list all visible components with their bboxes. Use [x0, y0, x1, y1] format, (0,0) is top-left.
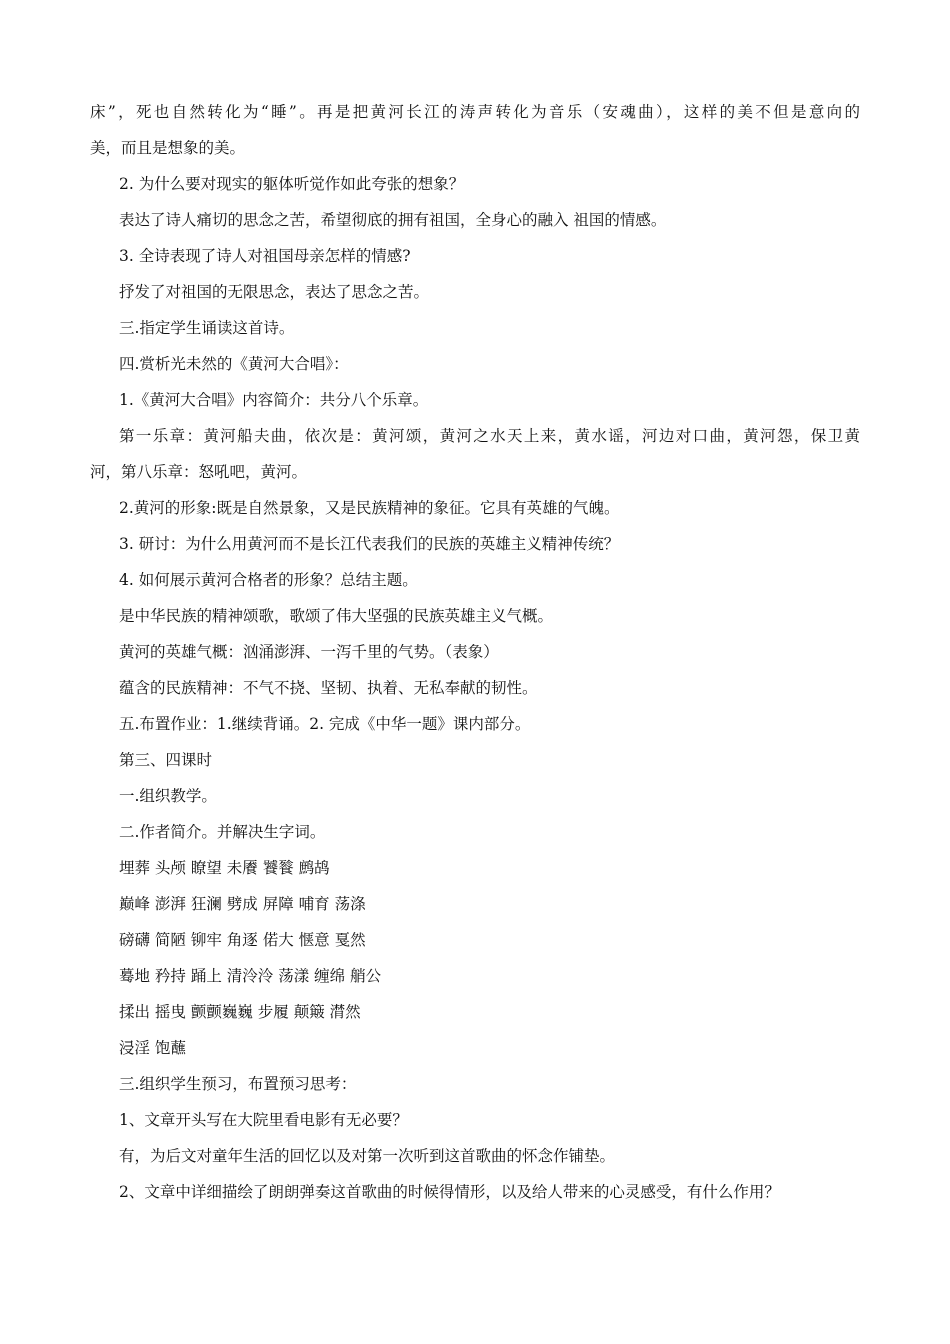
section-3-heading: 三.指定学生诵读这首诗。 — [119, 319, 295, 337]
vocab-line: 蓦地 矜持 踊上 清泠泠 荡漾 缠绵 艄公 — [119, 967, 382, 985]
step-2-heading: 二.作者简介。并解决生字词。 — [119, 823, 326, 841]
item-4: 4. 如何展示黄河合格者的形象？总结主题。 — [119, 571, 418, 589]
vocab-line: 揉出 摇曳 颤颤巍巍 步履 颠簸 潸然 — [119, 1003, 361, 1021]
item-2: 2.黄河的形象:既是自然景象，又是民族精神的象征。它具有英雄的气魄。 — [119, 499, 620, 517]
section-4-heading: 四.赏析光未然的《黄河大合唱》： — [119, 355, 349, 373]
step-1-heading: 一.组织教学。 — [119, 787, 217, 805]
step-3-heading: 三.组织学生预习，布置预习思考： — [119, 1075, 357, 1093]
preview-question-1: 1、文章开头写在大院里看电影有无必要？ — [119, 1111, 408, 1129]
question-3: 3. 全诗表现了诗人对祖国母亲怎样的情感? — [119, 247, 411, 265]
section-5-heading: 五.布置作业：1.继续背诵。2. 完成《中华一题》课内部分。 — [119, 715, 531, 733]
text-line: 是中华民族的精神颂歌，歌颂了伟大坚强的民族英雄主义气概。 — [119, 607, 554, 625]
text-line: 床”，死也自然转化为“睡”。再是把黄河长江的涛声转化为音乐（安魂曲），这样的美不但是意向的 — [90, 103, 860, 121]
item-3: 3. 研讨：为什么用黄河而不是长江代表我们的民族的英雄主义精神传统？ — [119, 535, 620, 553]
text-line: 河，第八乐章：怒吼吧，黄河。 — [90, 463, 308, 481]
vocab-line: 磅礴 简陋 铆牢 角逐 偌大 惬意 戛然 — [119, 931, 366, 949]
text-line: 美，而且是想象的美。 — [90, 139, 246, 157]
text-line: 第一乐章：黄河船夫曲，依次是：黄河颂，黄河之水天上来，黄水谣，河边对口曲，黄河怨，保卫黄 — [119, 427, 860, 445]
vocab-line: 埋葬 头颅 瞭望 未餍 饕餮 鹧鸪 — [119, 859, 330, 877]
answer-3: 抒发了对祖国的无限思念，表达了思念之苦。 — [119, 283, 430, 301]
lesson-heading: 第三、四课时 — [119, 751, 213, 769]
document-body — [90, 94, 860, 1210]
text-line: 蕴含的民族精神：不气不挠、坚韧、执着、无私奉献的韧性。 — [119, 679, 538, 697]
answer-2: 表达了诗人痛切的思念之苦，希望彻底的拥有祖国，全身心的融入 祖国的情感。 — [119, 211, 667, 229]
vocab-line: 浸淫 饱蘸 — [119, 1039, 186, 1057]
preview-answer-1: 有，为后文对童年生活的回忆以及对第一次听到这首歌曲的怀念作铺垫。 — [119, 1147, 616, 1165]
question-2: 2. 为什么要对现实的躯体听觉作如此夸张的想象？ — [119, 175, 465, 193]
preview-question-2: 2、文章中详细描绘了朗朗弹奏这首歌曲的时候得情形，以及给人带来的心灵感受，有什么作用？ — [119, 1183, 780, 1201]
vocab-line: 巅峰 澎湃 狂澜 劈成 屏障 哺育 荡涤 — [119, 895, 366, 913]
text-line: 黄河的英雄气概：汹涌澎湃、一泻千里的气势。（表象） — [119, 643, 499, 661]
item-1: 1.《黄河大合唱》内容简介：共分八个乐章。 — [119, 391, 429, 409]
